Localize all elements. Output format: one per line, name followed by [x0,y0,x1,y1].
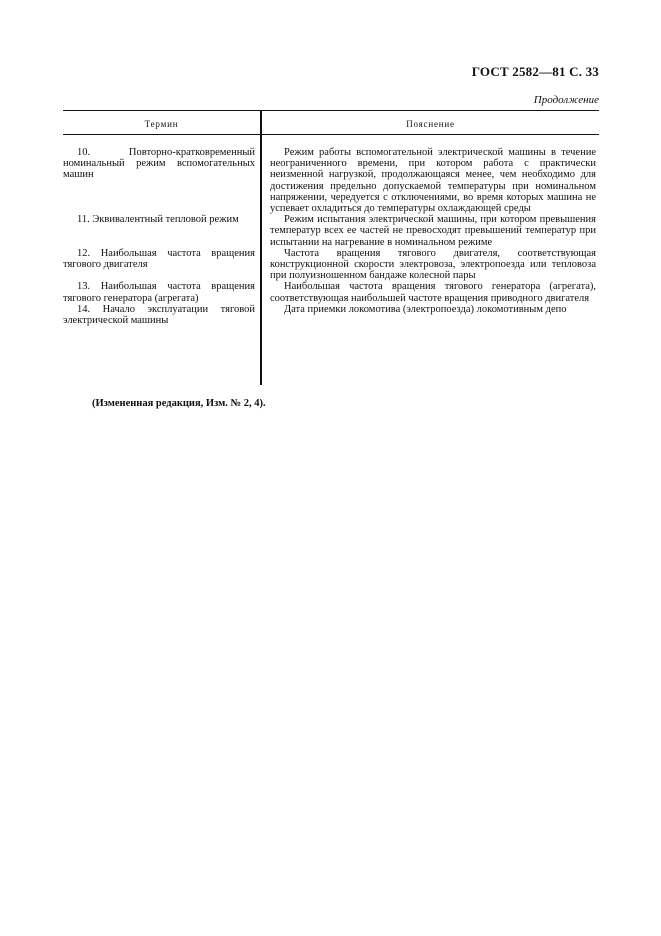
column-header-term: Термин [144,119,179,129]
term-cell: 13. Наибольшая частота вращения тягового генератора (агрегата) [63,281,255,304]
explanation-cell: Частота вращения тягового двигателя, соответствующая конструкционной скорости электровоза, электропоезда или тепловоза при полуизношенном бандаже колесной пары [270,247,596,282]
table-row [63,147,599,214]
term-cell: 10. Повторно-кратковременный номинальный режим вспомогательных машин [63,147,255,181]
table-top-rule [63,110,599,111]
table-row [63,248,599,282]
explanation-cell: Режим испытания электрической машины, при котором превышения температур всех ее частей не превосходят превышений температур при испытании на нагревание в номинальном режиме [270,214,596,248]
explanation-cell: Режим работы вспомогательной электрической машины в течение неограниченного времени, при котором работа с практически неизменной нагрузкой, продолжающаяся менее, чем необходимо для достижения предельно допускаемой температуры при номинальном напряжении, чередуется с отключениями, во время которых машина не успевает охладиться до температуры охлаждающей среды [270,147,596,215]
table-row [63,304,599,326]
table-row [63,281,599,303]
amendment-note: (Измененная редакция, Изм. № 2, 4). [92,398,266,409]
term-cell: 12. Наибольшая частота вращения тягового двигателя [63,247,255,271]
continuation-label: Продолжение [533,94,599,106]
term-cell: 11. Эквивалентный тепловой режим [77,214,239,226]
term-cell: 14. Начало эксплуатации тяговой электрической машины [63,303,255,327]
page-header-title: ГОСТ 2582—81 С. 33 [471,64,599,79]
explanation-cell: Наибольшая частота вращения тягового генератора (агрегата), соответствующая наибольшей частоте вращения приводного двигателя [270,281,596,304]
table-row [63,214,599,248]
column-header-explanation: Пояснение [406,119,455,129]
table-header-rule [63,134,599,135]
table-body [63,147,599,326]
explanation-cell: Дата приемки локомотива (электропоезда) локомотивным депо [284,303,567,315]
